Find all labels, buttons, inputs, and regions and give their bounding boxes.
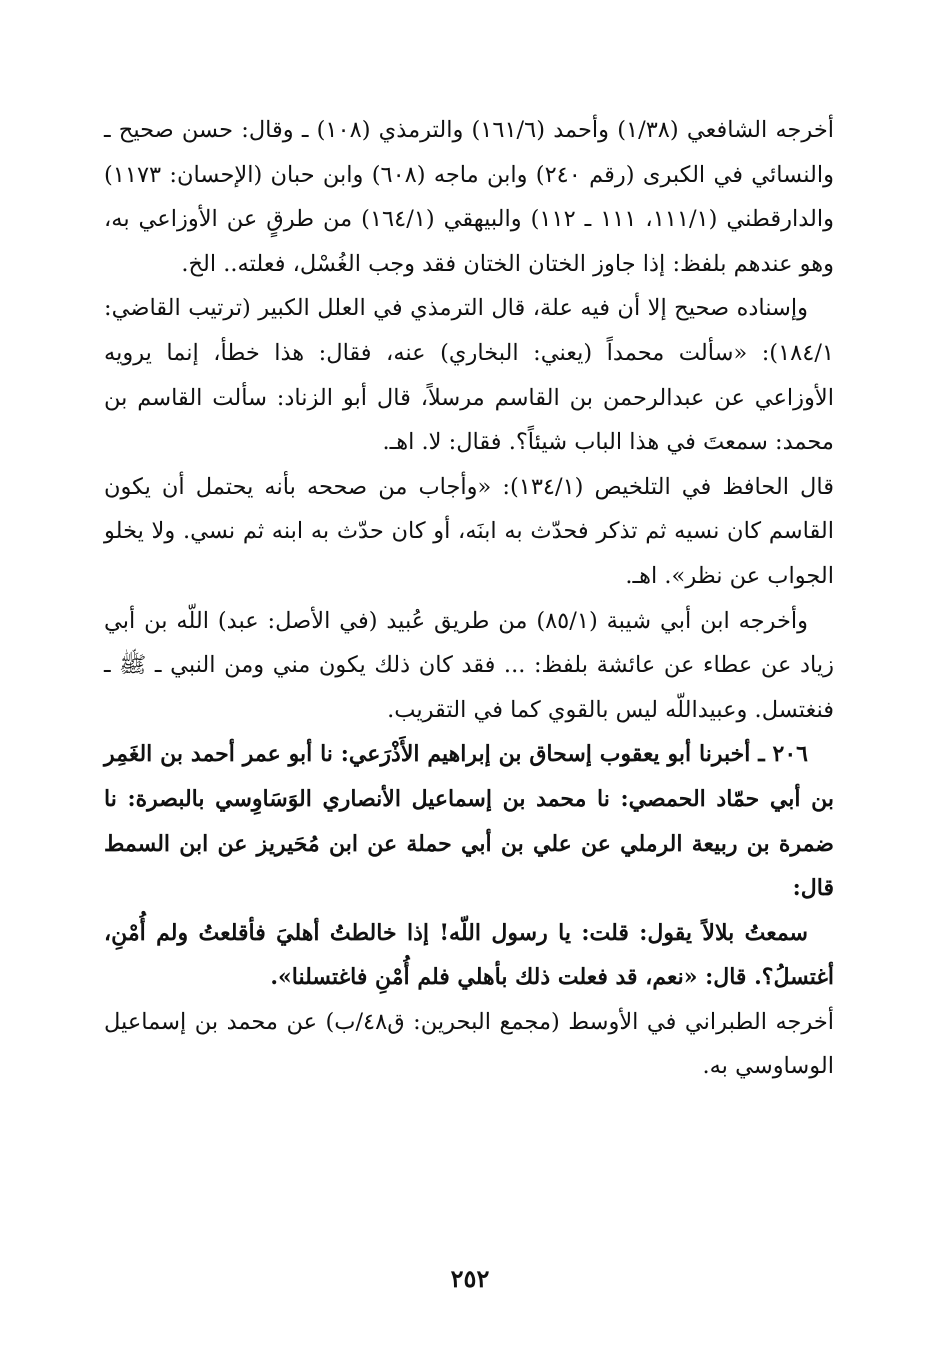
paragraph-ibn-abi-shayba: وأخرجه ابن أبي شيبة (٨٥/١) من طريق عُبيد (في الأصل: عبد) اللّه بن أبي زياد عن عطاء عن عائشة بلفظ: ... فقد كان ذلك يكون مني ومن النبي ـ ﷺ ـ فنغتسل. وعبيداللّه ليس بالقوي كما في التقريب.: [104, 607, 834, 723]
paragraph-hafiz-talkhis: قال الحافظ في التلخيص (١٣٤/١): «وأجاب من صححه بأنه يحتمل أن يكون القاسم كان نسيه ثم تذكر فحدّث به ابنَه، أو كان حدّث به ابنه ثم نسي. ولا يخلو الجواب عن نظر». اهـ.: [104, 473, 834, 589]
paragraph-tabarani: أخرجه الطبراني في الأوسط (مجمع البحرين: ق٤٨/ب) عن محمد بن إسماعيل الوساوسي به.: [104, 1008, 834, 1080]
paragraph-takhrij-shafii: أخرجه الشافعي (١/٣٨) وأحمد (١٦١/٦) والترمذي (١٠٨) ـ وقال: حسن صحيح ـ والنسائي في الكبرى (رقم ٢٤٠) وابن ماجه (٦٠٨) وابن حبان (الإحسان: ١١٧٣) والدارقطني (١١١/١، ١١١ ـ ١١٢) والبيهقي (١٦٤/١) من طرقٍ عن الأوزاعي به، وهو عندهم بلفظ: إذا جاوز الختان الختان فقد وجب الغُسْل، فعلته.. الخ.: [104, 117, 835, 277]
hadith-206-matn: سمعتُ بلالاً يقول: قلت: يا رسول اللّه! إذا خالطتُ أهليَ فأقلعتُ ولم أُمْنِ، أغتسلُ؟. قال: «نعم، قد فعلت ذلك بأهلي فلم أُمْنِ فاغتسلنا».: [104, 919, 834, 991]
page-number: ٢٥٢: [450, 1264, 490, 1293]
hadith-206-isnad: ٢٠٦ ـ أخبرنا أبو يعقوب إسحاق بن إبراهيم الأَذْرَعي: نا أبو عمر أحمد بن الغَمِر بن أبي حمّاد الحمصي: نا محمد بن إسماعيل الأنصاري الوَسَاوِسي بالبصرة: نا ضمرة بن ربيعة الرملي عن علي بن أبي حملة عن ابن مُحَيريز عن ابن السمط قال:: [104, 741, 834, 902]
paragraph-isnad-illa: وإسناده صحيح إلا أن فيه علة، قال الترمذي في العلل الكبير (ترتيب القاضي: ١٨٤/١): «سألت محمداً (يعني: البخاري) عنه، فقال: هذا خطأ، إنما يرويه الأوزاعي عن عبدالرحمن بن القاسم مرسلاً، قال أبو الزناد: سألت القاسم بن محمد: سمعتَ في هذا الباب شيئاً؟. فقال: لا. اهـ.: [104, 295, 834, 456]
body-text: [104, 108, 834, 1089]
